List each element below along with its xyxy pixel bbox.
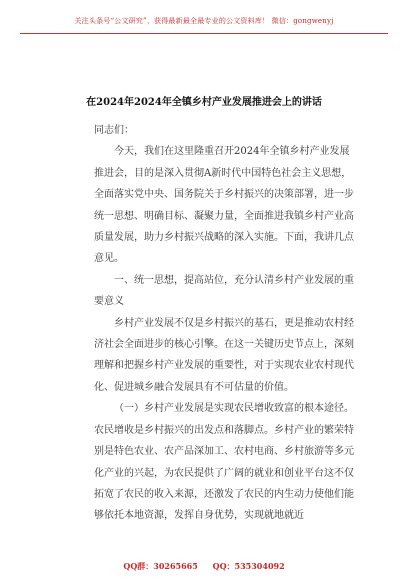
footer-contact xyxy=(0,561,408,572)
footer-qq-group: QQ群：30265665 xyxy=(123,561,198,571)
document-body xyxy=(94,120,354,527)
section-heading: 一、统一思想，提高站位，充分认清乡村产业发展的重要意义 xyxy=(94,274,354,308)
section-paragraph: 乡村产业发展不仅是乡村振兴的基石，更是推动农村经济社会全面进步的核心引擎。在这一关键历史节点上，深刻理解和把握乡村产业发展的重要性，对于实现农业农村现代化、促进城乡融合发展具有不可估量的价值。 xyxy=(94,317,354,393)
salutation: 同志们： xyxy=(94,125,134,136)
sub-heading: （一）乡村产业发展是实现农民增收致富的根本途径。 xyxy=(114,403,354,415)
intro-paragraph: 今天，我们在这里隆重召开2024年全镇乡村产业发展推进会，目的是深入贯彻A新时代中国特色社会主义思想，全面落实党中央、国务院关于乡村振兴的决策部署，进一步统一思想、明确目标、凝聚力量，全面推进我镇乡村产业高质量发展，助力乡村振兴战略的深入实施。下面，我讲几点意见。 xyxy=(94,146,354,265)
header-divider xyxy=(20,33,388,34)
sub-paragraph: 农民增收是乡村振兴的出发点和落脚点。乡村产业的繁荣特别是特色农业、农产品深加工、农村电商、乡村旅游等多元化产业的兴起，为农民提供了广阔的就业和创业平台这不仅拓宽了农民的收入来源，还激发了农民的内生动力使他们能够依托本地资源，发挥自身优势，实现就地就近 xyxy=(94,424,354,522)
footer-qq-number: QQ：535304092 xyxy=(212,561,285,571)
document-title: 在2024年2024年全镇乡村产业发展推进会上的讲话 xyxy=(86,97,322,108)
header-banner: 关注头条号“公文研究”，获得最新最全最专业的公文资料库！ 微信：gongwenyj xyxy=(74,17,334,25)
